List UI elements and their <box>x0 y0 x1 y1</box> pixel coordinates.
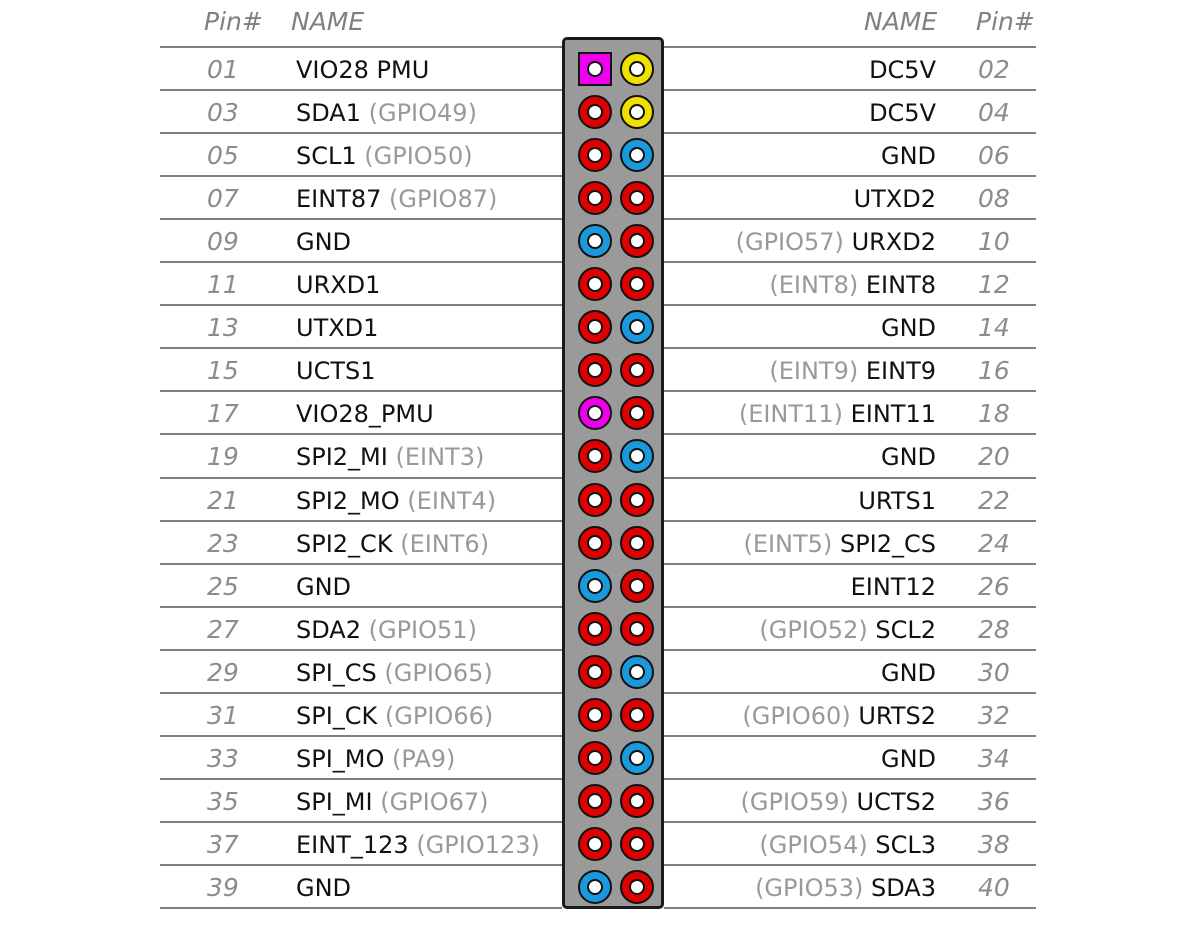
right-name-header: NAME <box>864 7 938 36</box>
pin-number: 35 <box>207 786 239 816</box>
row-divider <box>160 477 562 479</box>
pin-number: 33 <box>207 743 239 773</box>
pin-label <box>296 270 380 300</box>
pin-name: EINT8 <box>865 271 936 300</box>
pin-label <box>858 486 936 516</box>
pin-label <box>743 529 936 559</box>
pin-alt-function: (GPIO53) <box>755 873 864 902</box>
pin-number: 22 <box>978 485 1010 515</box>
row-divider <box>664 778 1036 780</box>
row-divider <box>160 218 562 220</box>
pin-alt-function: (GPIO49) <box>368 99 477 128</box>
pin-number: 14 <box>978 313 1010 343</box>
pin-label <box>854 184 936 214</box>
header-pin-38 <box>620 827 654 861</box>
pin-name: GND <box>296 572 352 601</box>
pin-alt-function: (EINT6) <box>400 529 490 558</box>
pin-number: 10 <box>978 227 1010 257</box>
pin-label <box>296 529 489 559</box>
header-pin-09 <box>578 224 612 258</box>
header-pin-04 <box>620 95 654 129</box>
header-pin-36 <box>620 784 654 818</box>
row-divider <box>664 735 1036 737</box>
row-divider <box>160 692 562 694</box>
pin-alt-function: (GPIO52) <box>759 615 868 644</box>
row-divider <box>664 261 1036 263</box>
pin-label <box>881 141 936 171</box>
row-divider <box>160 735 562 737</box>
header-pin-35 <box>578 784 612 818</box>
pin-number: 06 <box>978 141 1010 171</box>
row-divider <box>664 218 1036 220</box>
pin-name: SCL2 <box>875 615 936 644</box>
header-pin-30 <box>620 655 654 689</box>
pin-name: GND <box>296 228 352 257</box>
header-pin-24 <box>620 526 654 560</box>
pin-number: 01 <box>207 55 239 84</box>
pin-label <box>869 55 936 85</box>
pin-name: SPI2_CK <box>296 529 393 558</box>
pin-label <box>296 830 540 860</box>
pin-alt-function: (GPIO65) <box>384 658 493 687</box>
pin-alt-function: (EINT9) <box>769 357 859 386</box>
row-divider <box>664 907 1036 909</box>
pin-number: 34 <box>978 743 1010 773</box>
pin-label <box>296 572 351 602</box>
pin-name: SPI2_CS <box>839 529 936 558</box>
pin-label <box>881 658 936 688</box>
pin-label <box>769 356 936 386</box>
pin-number: 03 <box>207 98 239 128</box>
header-pin-32 <box>620 698 654 732</box>
pin-label <box>296 873 351 903</box>
pin-number: 39 <box>207 872 239 902</box>
row-divider <box>664 606 1036 608</box>
pin-label <box>296 615 477 645</box>
row-divider <box>664 477 1036 479</box>
row-divider <box>664 520 1036 522</box>
pin-label <box>296 98 477 128</box>
pin-number: 07 <box>207 184 239 214</box>
pin-label <box>296 701 493 731</box>
pin-name: DC5V <box>869 56 936 84</box>
pin-number: 16 <box>978 356 1010 386</box>
pin-number: 38 <box>978 829 1010 859</box>
row-divider <box>160 606 562 608</box>
pin-name: GND <box>880 658 936 687</box>
header-pin-23 <box>578 526 612 560</box>
pin-label <box>736 227 936 257</box>
pin-name: EINT_123 <box>296 830 409 859</box>
pin-label <box>759 830 936 860</box>
pin-label <box>296 356 376 386</box>
pin-alt-function: (GPIO54) <box>759 830 868 859</box>
pin-label <box>296 227 351 257</box>
row-divider <box>160 433 562 435</box>
pin-label <box>296 313 378 343</box>
pin-name: SPI_CK <box>296 701 378 730</box>
row-divider <box>160 563 562 565</box>
pin-number: 29 <box>207 657 239 687</box>
row-divider <box>664 563 1036 565</box>
pin-name: SCL3 <box>875 830 936 859</box>
pin-label <box>296 442 484 472</box>
pin-name: UTXD1 <box>296 314 379 343</box>
pin-alt-function: (GPIO51) <box>368 615 477 644</box>
pin-name: SCL1 <box>296 142 357 171</box>
header-pin-01 <box>578 52 612 86</box>
header-pin-34 <box>620 741 654 775</box>
pin-alt-function: (EINT4) <box>407 486 497 515</box>
row-divider <box>664 89 1036 91</box>
row-divider <box>664 175 1036 177</box>
row-divider <box>664 304 1036 306</box>
pin-alt-function: (EINT8) <box>769 271 859 300</box>
pin-number: 27 <box>207 614 239 644</box>
pin-label <box>296 486 496 516</box>
pin-alt-function: (GPIO50) <box>364 142 473 171</box>
pin-label <box>739 399 936 429</box>
pin-number: 31 <box>207 700 239 730</box>
pin-label <box>742 701 936 731</box>
pin-alt-function: (GPIO123) <box>416 830 540 859</box>
pin-number: 02 <box>978 55 1010 84</box>
pin-number: 40 <box>978 872 1010 902</box>
pin-name: GND <box>880 744 936 773</box>
pin-name: SPI2_MI <box>296 443 388 472</box>
row-divider <box>160 821 562 823</box>
header-pin-10 <box>620 224 654 258</box>
pin-name: SPI2_MO <box>296 486 400 515</box>
pin-name: UCTS2 <box>856 787 936 816</box>
header-pin-37 <box>578 827 612 861</box>
pin-number: 08 <box>978 184 1010 214</box>
pin-number: 25 <box>207 571 239 601</box>
pin-number: 11 <box>207 270 239 300</box>
pin-label <box>296 658 493 688</box>
pin-name: SPI_MO <box>296 744 385 773</box>
left-name-header: NAME <box>291 7 365 36</box>
left-pin-header: Pin# <box>204 7 263 36</box>
pin-name: EINT9 <box>865 357 936 386</box>
pin-name: GND <box>880 314 936 343</box>
pin-number: 32 <box>978 700 1010 730</box>
pin-alt-function: (EINT5) <box>743 529 833 558</box>
pin-label <box>869 98 936 128</box>
pin-name: UCTS1 <box>296 357 376 386</box>
row-divider <box>664 347 1036 349</box>
pin-label <box>296 141 473 171</box>
header-pin-03 <box>578 95 612 129</box>
pin-name: SDA2 <box>296 615 361 644</box>
pin-name: VIO28 PMU <box>296 56 430 84</box>
header-pin-26 <box>620 569 654 603</box>
pin-alt-function: (GPIO57) <box>735 228 844 257</box>
header-pin-39 <box>578 870 612 904</box>
pin-label <box>296 55 429 85</box>
pin-label <box>296 399 434 429</box>
right-pin-header: Pin# <box>976 7 1035 36</box>
pin-number: 23 <box>207 528 239 558</box>
row-divider <box>160 132 562 134</box>
pin-number: 19 <box>207 442 239 472</box>
pin-alt-function: (GPIO87) <box>389 185 498 214</box>
pin-label <box>755 873 936 903</box>
pin-number: 28 <box>978 614 1010 644</box>
pin-label <box>769 270 936 300</box>
pin-label <box>881 313 936 343</box>
pin-number: 37 <box>207 829 239 859</box>
row-divider <box>664 390 1036 392</box>
pin-name: EINT12 <box>850 572 936 601</box>
row-divider <box>664 864 1036 866</box>
pin-number: 17 <box>207 399 239 429</box>
pin-name: EINT11 <box>850 400 936 429</box>
pin-alt-function: (GPIO59) <box>740 787 849 816</box>
pin-label <box>296 184 497 214</box>
row-divider <box>664 433 1036 435</box>
pin-alt-function: (EINT3) <box>395 443 485 472</box>
pin-number: 30 <box>978 657 1010 687</box>
pin-number: 21 <box>207 485 239 515</box>
pin-number: 26 <box>978 571 1010 601</box>
pin-label <box>881 442 936 472</box>
pin-number: 05 <box>207 141 239 171</box>
pin-label <box>851 572 936 602</box>
pin-alt-function: (EINT11) <box>738 400 843 429</box>
pin-alt-function: (GPIO67) <box>380 787 489 816</box>
row-divider <box>664 46 1036 48</box>
header-pin-07 <box>578 181 612 215</box>
pin-number: 36 <box>978 786 1010 816</box>
row-divider <box>160 347 562 349</box>
header-pin-29 <box>578 655 612 689</box>
pin-name: SPI_MI <box>296 787 373 816</box>
pin-number: 24 <box>978 528 1010 558</box>
header-pin-02 <box>620 52 654 86</box>
pin-name: GND <box>880 142 936 171</box>
row-divider <box>664 132 1036 134</box>
header-pin-05 <box>578 138 612 172</box>
row-divider <box>664 821 1036 823</box>
pin-number: 12 <box>978 270 1010 300</box>
row-divider <box>160 520 562 522</box>
row-divider <box>160 46 562 48</box>
pin-alt-function: (GPIO60) <box>742 701 851 730</box>
pin-label <box>741 787 936 817</box>
pin-alt-function: (PA9) <box>392 744 456 773</box>
header-pin-06 <box>620 138 654 172</box>
pin-name: URXD1 <box>296 271 381 300</box>
pin-name: DC5V <box>869 99 936 128</box>
pin-name: VIO28_PMU <box>296 400 434 429</box>
row-divider <box>160 261 562 263</box>
pin-number: 04 <box>978 98 1010 128</box>
header-pin-25 <box>578 569 612 603</box>
header-pin-31 <box>578 698 612 732</box>
row-divider <box>664 649 1036 651</box>
pin-number: 15 <box>207 356 239 386</box>
pin-name: SDA3 <box>871 873 936 902</box>
gpio-header-connector <box>562 37 664 909</box>
row-divider <box>160 304 562 306</box>
header-pin-40 <box>620 870 654 904</box>
row-divider <box>160 390 562 392</box>
header-pin-21 <box>578 483 612 517</box>
row-divider <box>160 864 562 866</box>
pin-name: GND <box>880 443 936 472</box>
pin-label <box>881 744 936 774</box>
pin-number: 09 <box>207 227 239 257</box>
pin-label <box>296 787 489 817</box>
pin-name: URXD2 <box>851 228 936 257</box>
pin-name: UTXD2 <box>853 185 936 214</box>
header-pin-12 <box>620 267 654 301</box>
header-pin-11 <box>578 267 612 301</box>
row-divider <box>160 778 562 780</box>
header-pin-33 <box>578 741 612 775</box>
row-divider <box>160 907 562 909</box>
pin-number: 20 <box>978 442 1010 472</box>
header-pin-08 <box>620 181 654 215</box>
pin-name: EINT87 <box>296 185 382 214</box>
pin-name: SDA1 <box>296 99 361 128</box>
header-pin-22 <box>620 483 654 517</box>
header-pin-28 <box>620 612 654 646</box>
pin-number: 13 <box>207 313 239 343</box>
pin-name: GND <box>296 873 352 902</box>
row-divider <box>160 89 562 91</box>
pin-number: 18 <box>978 399 1010 429</box>
header-pin-27 <box>578 612 612 646</box>
row-divider <box>160 649 562 651</box>
pin-name: URTS1 <box>858 486 936 515</box>
pin-label <box>296 744 455 774</box>
row-divider <box>664 692 1036 694</box>
pin-name: URTS2 <box>858 701 936 730</box>
pin-name: SPI_CS <box>296 658 377 687</box>
row-divider <box>160 175 562 177</box>
pin-label <box>759 615 936 645</box>
pin-alt-function: (GPIO66) <box>384 701 494 730</box>
